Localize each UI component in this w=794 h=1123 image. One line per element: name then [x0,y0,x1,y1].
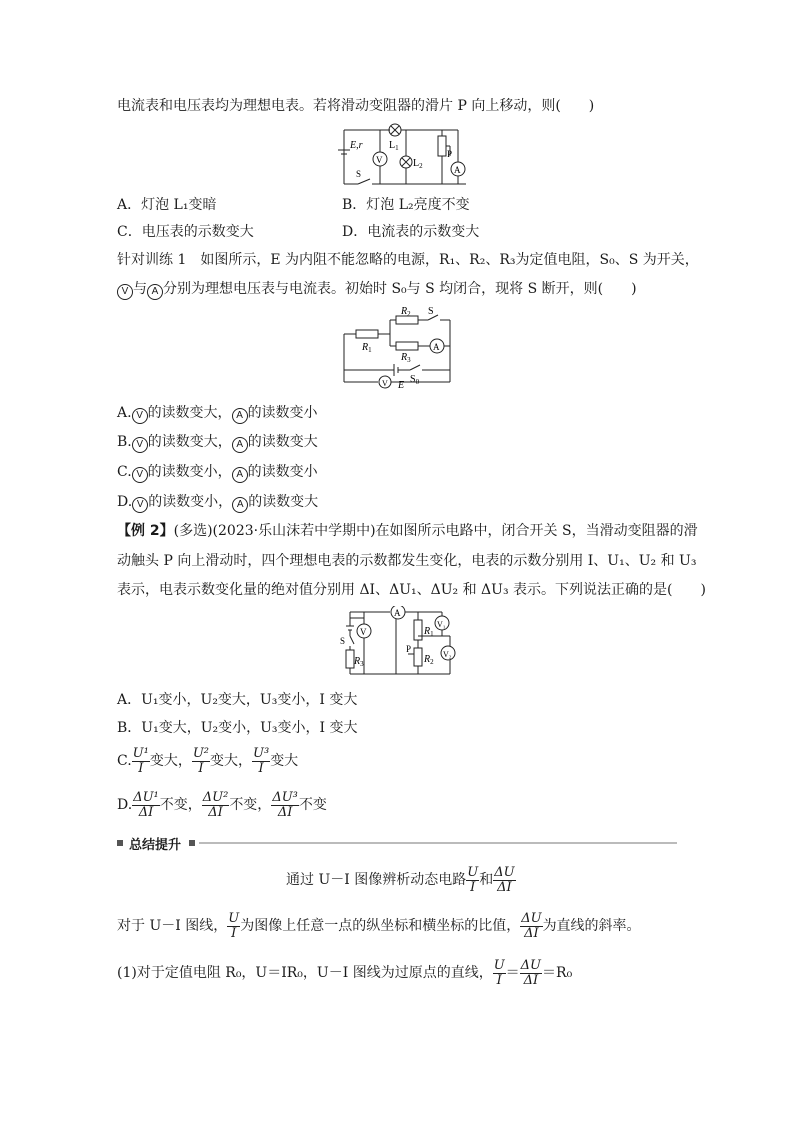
fig3-v1: V₁ [437,620,446,629]
training1-line1: 针对训练 1 如图所示，E 为内阻不能忽略的电源，R₁、R₂、R₃为定值电阻，S₀、S 为开关， [117,252,699,268]
fig3-s: S [340,636,346,646]
q1-option-c: C．电压表的示数变大 [117,224,254,240]
fraction-du3-di: $\frac{\text{ΔU³}}{\Delta I}$ [272,789,298,820]
fig3-r1: $R_1$ [424,626,434,638]
option-c-label: C. [117,464,132,480]
fig2-e: E [398,380,405,390]
fig3-a: A [394,608,401,618]
option-b-label: B. [117,434,132,450]
fraction-du-di: $\frac{\Delta U}{\Delta I}$ [494,864,515,895]
fig1-l1: $L_1$ [389,140,399,152]
p1-end: 为直线的斜率。 [542,918,641,934]
option-b-text1: 的读数变大， [147,434,232,450]
fraction-du2-di: $\frac{\text{ΔU²}}{\Delta I}$ [202,789,229,820]
q1-option-d: D．电流表的示数变大 [342,224,480,240]
training1-and: 与 [133,281,147,297]
voltmeter-symbol: V [132,467,148,483]
fig2-s: S [428,306,434,317]
fraction-u2-i: $\frac{\text{U²}}{I}$ [192,745,210,776]
ammeter-symbol: A [232,497,248,513]
circuit-figure-2 [340,306,456,390]
ammeter-symbol: A [147,284,163,300]
fig3-r2: $R_2$ [424,654,434,666]
fig3-v2: V₂ [443,650,452,659]
fraction-u-i: $\frac{U}{I}$ [228,910,240,941]
summary-heading-text: 通过 U－I 图像辨析动态电路 [286,872,467,888]
circuit-figure-1 [338,122,470,190]
option-a-label: A. [117,405,132,421]
fig2-r2: $R_2$ [401,306,411,318]
q1-option-b: B．灯泡 L₂亮度不变 [342,197,470,213]
fig2-r1: $R_1$ [362,342,372,354]
training1-option-d [117,492,318,513]
voltmeter-symbol: V [132,408,148,424]
fraction-du-di: $\frac{\Delta U}{\Delta I}$ [521,910,542,941]
p2-eq: ＝ [505,965,520,981]
option-d-text1: 的读数变小， [148,494,233,510]
example2-text1: (多选)(2023·乐山沫若中学期中)在如图所示电路中，闭合开关 S，当滑动变阻器的滑 [173,523,698,539]
q1-option-a: A．灯泡 L₁变暗 [117,197,217,213]
ammeter-symbol: A [232,467,248,483]
summary-heading-and: 和 [479,872,494,888]
c-word3: 变大 [270,753,299,769]
voltmeter-symbol: V [132,497,148,513]
ammeter-symbol: A [232,408,248,424]
fig1-er: E,r [350,140,363,151]
c-word1: 变大， [149,753,192,769]
training1-line2-end: 分别为理想电压表与电流表。初始时 S₀与 S 均闭合，现将 S 断开，则( ) [163,281,637,297]
fig3-r3: $R_3$ [354,656,364,668]
option-b-text2: 的读数变大 [247,434,318,450]
example2-label: 【例 2】 [117,523,174,539]
fig1-l2: $L_2$ [413,158,423,170]
fraction-u-i: $\frac{U}{I}$ [493,957,505,988]
fig2-a: A [433,342,440,352]
fig1-p: P [447,149,453,159]
fig2-s0: $S_0$ [410,374,420,386]
fraction-du1-di: $\frac{\text{ΔU¹}}{\Delta I}$ [133,789,159,820]
fig1-s: S [356,169,362,179]
ammeter-symbol: A [232,437,248,453]
example2-option-d [117,788,327,822]
training1-option-a [117,403,318,424]
summary-paragraph-1 [117,908,641,944]
fig2-r3: $R_3$ [401,352,411,364]
option-c-text2: 的读数变小 [247,464,318,480]
training1-option-b [117,432,318,453]
option-c-text1: 的读数变小， [147,464,232,480]
c-word2: 变大， [210,753,253,769]
p1-mid: 为图像上任意一点的纵坐标和横坐标的比值， [240,918,521,934]
circuit-figure-3 [340,606,458,678]
example2-option-c [117,744,298,778]
fig2-v: V [382,379,388,388]
p2-end: ＝R₀ [542,965,573,981]
fig1-v: V [376,155,383,165]
example2-option-a: A．U₁变小，U₂变大，U₃变小，I 变大 [117,692,358,708]
option-a-text1: 的读数变大， [147,405,232,421]
option-a-text2: 的读数变小 [247,405,318,421]
question-intro: 电流表和电压表均为理想电表。若将滑动变阻器的滑片 P 向上移动，则( ) [117,98,595,114]
summary-title: 总结提升 [129,838,182,853]
d-word2: 不变， [229,797,272,813]
p2-pre: (1)对于定值电阻 R₀，U＝IR₀，U－I 图线为过原点的直线， [117,965,493,981]
option-d-label: D. [117,797,133,813]
fraction-u3-i: $\frac{\text{U³}}{I}$ [253,745,270,776]
d-word3: 不变 [298,797,327,813]
summary-paragraph-2 [117,955,572,991]
option-d-label: D. [117,494,133,510]
training1-option-c [117,462,318,483]
fig3-p: P [406,644,412,654]
example2-line3: 表示，电表示数变化量的绝对值分别用 ΔI、ΔU₁、ΔU₂ 和 ΔU₃ 表示。下列说法正确的是( ) [117,582,706,598]
training1-line2 [117,279,637,300]
summary-divider [117,836,677,850]
fraction-u-i: $\frac{U}{I}$ [467,864,479,895]
summary-header [117,836,677,853]
example2-option-b: B．U₁变大，U₂变小，U₃变小，I 变大 [117,720,358,736]
voltmeter-symbol: V [117,284,133,300]
option-c-label: C. [117,753,132,769]
fig3-v: V [360,627,367,637]
p1-pre: 对于 U－I 图线， [117,918,228,934]
fraction-du-di: $\frac{\Delta U}{\Delta I}$ [520,957,542,988]
summary-heading [286,862,516,898]
fig1-a: A [454,165,461,175]
example2-line1 [117,521,698,541]
example2-line2: 动触头 P 向上滑动时，四个理想电表的示数都发生变化，电表的示数分别用 I、U₁、U₂ 和 U₃ [117,553,697,569]
voltmeter-symbol: V [132,437,148,453]
d-word1: 不变， [159,797,202,813]
option-d-text2: 的读数变大 [248,494,319,510]
fraction-u1-i: $\frac{\text{U¹}}{I}$ [132,745,149,776]
